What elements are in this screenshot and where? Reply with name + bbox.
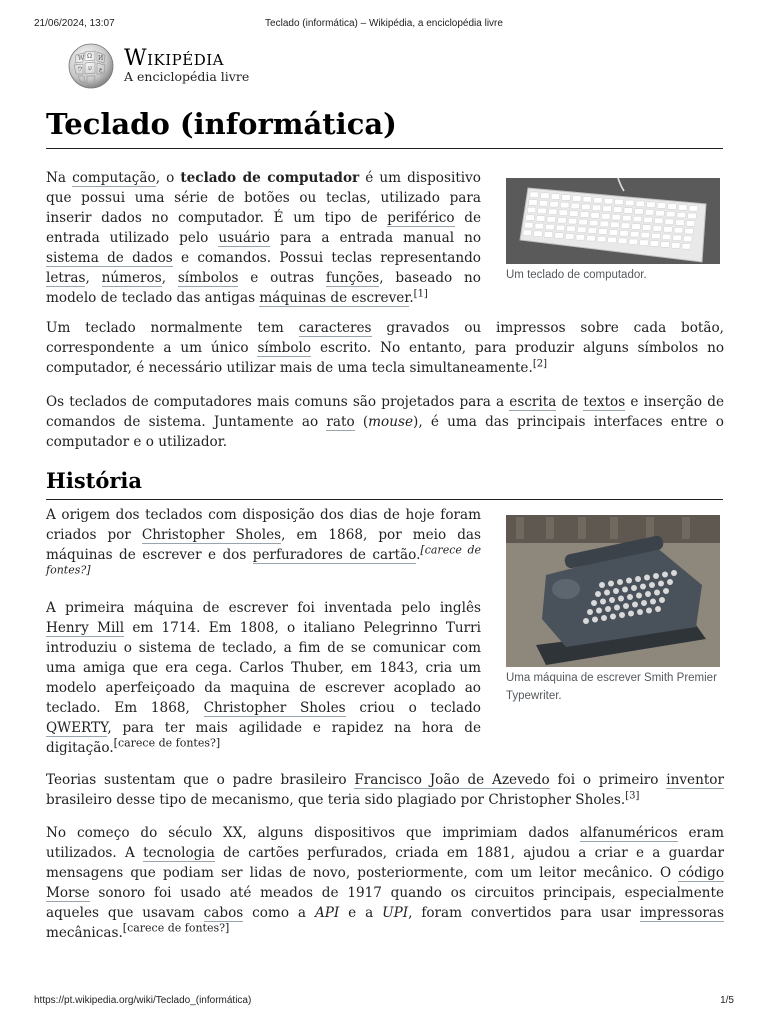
text: , para ter mais agilidade e rapidez na hora de digitação. bbox=[46, 720, 481, 756]
print-doc-title: Teclado (informática) – Wikipédia, a enciclopédia livre bbox=[265, 18, 503, 29]
text: e outras bbox=[238, 270, 326, 286]
text: , bbox=[161, 270, 178, 286]
text: . bbox=[409, 290, 414, 306]
historia-paragraph-3 bbox=[46, 770, 724, 810]
wikipedia-logo[interactable] bbox=[66, 43, 256, 91]
link-rato[interactable]: rato bbox=[326, 414, 355, 430]
link-caracteres[interactable]: caracteres bbox=[298, 320, 372, 336]
citation-needed[interactable]: [carece de fontes?] bbox=[46, 543, 482, 577]
link-funcoes[interactable]: funções bbox=[325, 270, 380, 286]
text: , baseado no modelo de teclado das antigas bbox=[46, 270, 481, 306]
citation-needed[interactable]: [carece de fontes?] bbox=[122, 921, 230, 935]
text: , em 1868, por meio das máquinas de escrever e dos bbox=[46, 527, 481, 563]
print-header bbox=[34, 18, 734, 29]
link-codigo-morse[interactable]: código Morse bbox=[46, 865, 724, 901]
link-christopher-sholes[interactable]: Christopher Sholes bbox=[203, 700, 346, 716]
text: criou o teclado bbox=[345, 700, 481, 716]
text: , o bbox=[155, 170, 181, 186]
svg-text:Ω: Ω bbox=[87, 53, 92, 60]
link-sistema-de-dados[interactable]: sistema de dados bbox=[46, 250, 173, 266]
keyboard-image[interactable] bbox=[506, 178, 720, 264]
print-url: https://pt.wikipedia.org/wiki/Teclado_(informática) bbox=[34, 995, 252, 1006]
link-inventor[interactable]: inventor bbox=[666, 772, 724, 788]
text: foi o primeiro bbox=[549, 772, 667, 788]
figure-caption: Uma máquina de escrever Smith Premier Typewriter. bbox=[506, 672, 717, 702]
link-henry-mill[interactable]: Henry Mill bbox=[46, 620, 125, 636]
svg-text:W: W bbox=[78, 55, 85, 62]
text: como a bbox=[243, 905, 315, 921]
text: ( bbox=[354, 414, 369, 430]
text: brasileiro desse tipo de mecanismo, que teria sido plagiado por Christopher Sholes. bbox=[46, 792, 626, 808]
link-numeros[interactable]: números bbox=[101, 270, 162, 286]
reference-2[interactable]: [2] bbox=[532, 358, 547, 370]
link-alfanumericos[interactable]: alfanuméricos bbox=[579, 825, 678, 841]
text: é um dispositivo que possui uma série de botões ou teclas, utilizado para inserir dados no computador. É um tipo de bbox=[46, 170, 481, 226]
text: Um teclado normalmente tem bbox=[46, 320, 299, 336]
section-heading-historia: História bbox=[46, 466, 723, 500]
print-page-number: 1/5 bbox=[720, 995, 734, 1006]
link-escrita[interactable]: escrita bbox=[509, 394, 557, 410]
text: , foram convertidos para usar bbox=[408, 905, 640, 921]
text: de bbox=[556, 394, 584, 410]
text: escrito. No entanto, para produzir alguns símbolos no computador, é necessário utilizar mais de uma tecla simultaneamente. bbox=[46, 340, 725, 376]
typewriter-image[interactable] bbox=[506, 515, 720, 667]
link-francisco-joao-de-azevedo[interactable]: Francisco João de Azevedo bbox=[354, 772, 550, 788]
svg-text:ש: ש bbox=[88, 65, 93, 72]
italic-term: UPI bbox=[382, 905, 409, 921]
intro-paragraph-1 bbox=[46, 168, 481, 308]
link-usuario[interactable]: usuário bbox=[218, 230, 270, 246]
intro-paragraph-3 bbox=[46, 392, 724, 452]
text: para a entrada manual no bbox=[269, 230, 482, 246]
svg-text:ウ: ウ bbox=[77, 66, 84, 73]
text: Na bbox=[46, 170, 73, 186]
link-qwerty[interactable]: QWERTY bbox=[46, 720, 108, 736]
text: . bbox=[416, 547, 421, 563]
text: gravados ou impressos sobre cada botão, correspondente a um único bbox=[46, 320, 724, 356]
citation-needed[interactable]: [carece de fontes?] bbox=[113, 736, 221, 750]
page-title: Teclado (informática) bbox=[46, 106, 723, 149]
link-perfuradores-de-cartao[interactable]: perfuradores de cartão bbox=[252, 547, 417, 563]
text: e a bbox=[339, 905, 383, 921]
historia-paragraph-1 bbox=[46, 505, 481, 585]
print-datetime: 21/06/2024, 13:07 bbox=[34, 18, 115, 29]
print-footer bbox=[34, 995, 734, 1006]
historia-paragraph-4 bbox=[46, 823, 724, 943]
reference-3[interactable]: [3] bbox=[625, 790, 640, 802]
text: e comandos. Possui teclas representando bbox=[172, 250, 481, 266]
text: A origem dos teclados com disposição dos dias de hoje foram criados por bbox=[46, 507, 481, 543]
text: mecânicas. bbox=[46, 925, 123, 941]
svg-text:ع: ع bbox=[99, 66, 103, 73]
logo-tagline: A enciclopédia livre bbox=[124, 69, 250, 84]
figure-typewriter bbox=[506, 515, 720, 705]
text: Os teclados de computadores mais comuns são projetados para a bbox=[46, 394, 510, 410]
text: Teorias sustentam que o padre brasileiro bbox=[46, 772, 355, 788]
svg-text:И: И bbox=[98, 55, 104, 62]
figure-caption: Um teclado de computador. bbox=[506, 269, 647, 281]
link-letras[interactable]: letras bbox=[46, 270, 86, 286]
historia-paragraph-2 bbox=[46, 598, 481, 758]
bold-term: teclado de computador bbox=[180, 170, 360, 186]
link-christopher-sholes[interactable]: Christopher Sholes bbox=[141, 527, 282, 543]
link-tecnologia[interactable]: tecnologia bbox=[143, 845, 215, 861]
text: No começo do século XX, alguns dispositivos que imprimiam dados bbox=[46, 825, 580, 841]
italic-term: API bbox=[314, 905, 340, 921]
text: A primeira máquina de escrever foi inventada pelo inglês bbox=[46, 600, 481, 616]
link-computacao[interactable]: computação bbox=[72, 170, 156, 186]
text: em 1714. Em 1808, o italiano Pelegrinno Turri introduziu o sistema de teclado, a fim de se comunicar com uma amiga que era cega. Carlos Thuber, em 1843, cria um modelo aperfeiçoado da maquina de escrever acoplado ao teclado. Em 1868, bbox=[46, 620, 481, 716]
link-periferico[interactable]: periférico bbox=[387, 210, 455, 226]
text: ), é uma das principais interfaces entre o computador e o utilizador. bbox=[46, 414, 724, 450]
text: sonoro foi usado até meados de 1917 quando os circuitos principais, especialmente aqueles que usavam bbox=[46, 885, 724, 921]
italic-term: mouse bbox=[368, 414, 414, 430]
text: eram utilizados. A bbox=[46, 825, 725, 861]
text: de cartões perfurados, criada em 1881, ajudou a criar e a guardar mensagens que podiam ser lidas de novo, posteriormente, com um leitor mecânico. O bbox=[46, 845, 725, 881]
figure-keyboard bbox=[506, 178, 720, 284]
link-maquinas-de-escrever[interactable]: máquinas de escrever bbox=[259, 290, 410, 306]
link-simbolos[interactable]: símbolos bbox=[177, 270, 239, 286]
wikipedia-globe-icon bbox=[66, 43, 116, 89]
link-simbolo[interactable]: símbolo bbox=[257, 340, 312, 356]
link-cabos[interactable]: cabos bbox=[203, 905, 244, 921]
logo-wordmark: Wikipédia bbox=[124, 46, 224, 71]
text: e inserção de comandos de sistema. Juntamente ao bbox=[46, 394, 724, 430]
link-impressoras[interactable]: impressoras bbox=[639, 905, 724, 921]
text: de entrada utilizado pelo bbox=[46, 210, 481, 246]
link-textos[interactable]: textos bbox=[583, 394, 626, 410]
intro-paragraph-2 bbox=[46, 318, 724, 378]
text: , bbox=[85, 270, 102, 286]
reference-1[interactable]: [1] bbox=[413, 288, 428, 300]
